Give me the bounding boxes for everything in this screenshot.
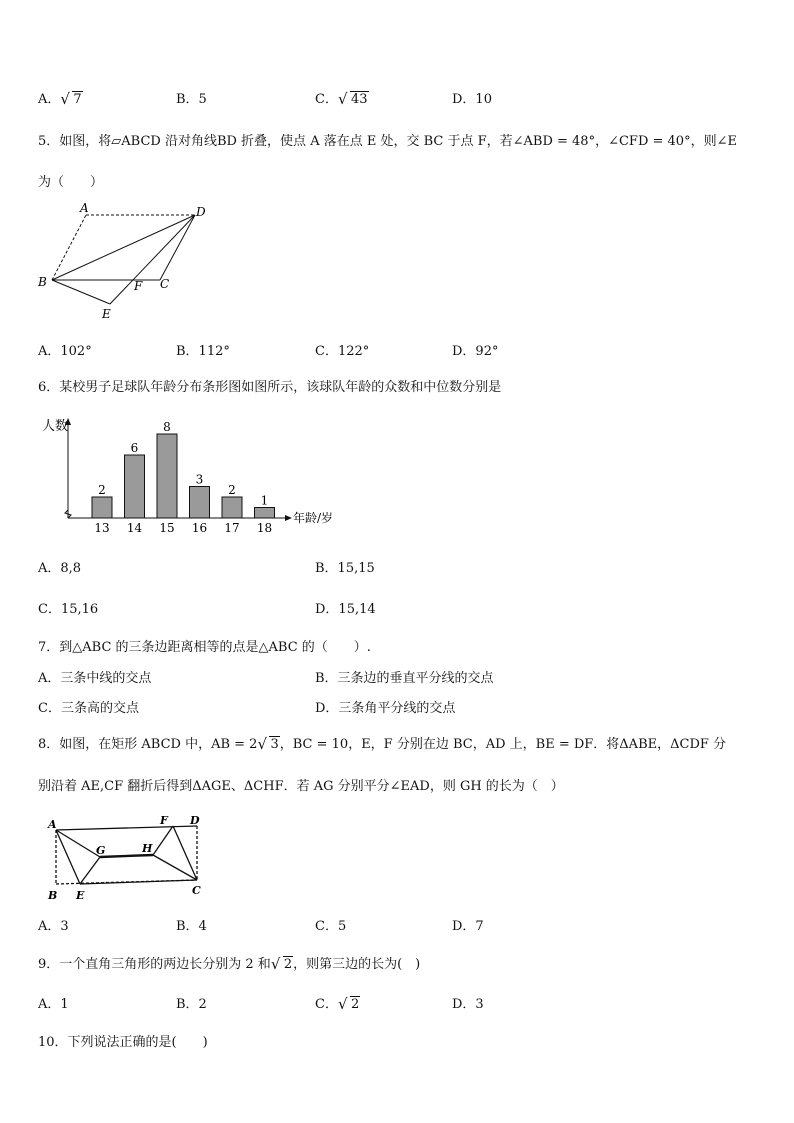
option-label: A． bbox=[38, 92, 61, 107]
sqrt: √ 7 bbox=[60, 90, 82, 108]
label-h: H bbox=[142, 842, 153, 855]
x-tick-label: 15 bbox=[159, 521, 175, 535]
bar-value-label: 8 bbox=[163, 420, 171, 434]
sqrt: √ 43 bbox=[337, 90, 368, 108]
radicand: 3 bbox=[270, 737, 279, 752]
q6-option-b: B．15,15 bbox=[315, 561, 375, 576]
q7-stem: 7．到△ABC 的三条边距离相等的点是△ABC 的（ ）. bbox=[38, 640, 371, 655]
label-f: F bbox=[160, 814, 168, 827]
x-tick-label: 13 bbox=[94, 521, 110, 535]
x-axis-label: 年龄/岁 bbox=[293, 511, 334, 525]
q7-option-a: A．三条中线的交点 bbox=[38, 671, 152, 686]
bar-value-label: 2 bbox=[228, 483, 236, 497]
option-label: C． bbox=[315, 997, 338, 1012]
y-axis-label: 人数 bbox=[42, 419, 69, 434]
stem-text: 8．如图，在矩形 ABCD 中，AB = 2 bbox=[38, 737, 258, 752]
bar-value-label: 1 bbox=[260, 493, 269, 508]
label-g: G bbox=[96, 844, 106, 857]
diagonal-bd bbox=[52, 215, 195, 280]
edge-fh bbox=[153, 826, 173, 855]
q8-option-b: B．4 bbox=[176, 919, 207, 934]
edge-be bbox=[52, 280, 110, 304]
q5-stem-line2: 为（ ） bbox=[38, 175, 104, 190]
bar-17 bbox=[222, 497, 242, 518]
bar-value-label: 2 bbox=[98, 483, 106, 497]
label-c: C bbox=[160, 277, 170, 291]
bar-16 bbox=[190, 487, 210, 519]
q5-option-d: D．92° bbox=[452, 344, 499, 359]
edge-ec bbox=[80, 880, 197, 884]
radicand: 43 bbox=[350, 92, 368, 107]
q9-option-d: D．3 bbox=[452, 997, 484, 1012]
label-a: A bbox=[48, 818, 57, 831]
stem-text: ，BC = 10，E，F 分别在边 BC，AD 上，BE = DF．将ΔABE，ΔCDF 分 bbox=[279, 737, 727, 752]
q8-option-c: C．5 bbox=[315, 919, 347, 934]
q7-option-d: D．三条角平分线的交点 bbox=[315, 701, 456, 716]
q8-stem-line1 bbox=[38, 733, 726, 752]
q5-stem-line1: 5．如图，将▱ABCD 沿对角线BD 折叠，使点 A 落在点 E 处，交 BC 于点 F，若∠ABD = 48°，∠CFD = 40°，则∠E bbox=[38, 134, 737, 149]
sqrt: √ 2 bbox=[337, 995, 360, 1013]
label-c: C bbox=[192, 884, 201, 897]
bar-18 bbox=[255, 508, 275, 519]
q6-option-a: A．8,8 bbox=[38, 561, 82, 576]
edge-fc bbox=[173, 826, 197, 880]
q6-option-c: C．15,16 bbox=[38, 602, 99, 617]
q5-option-b: B．112° bbox=[176, 344, 230, 359]
label-d: D bbox=[196, 205, 206, 219]
q7-option-c: C．三条高的交点 bbox=[38, 701, 139, 716]
q4-option-c bbox=[315, 88, 369, 107]
stem-text: ，则第三边的长为( ) bbox=[293, 957, 421, 972]
label-b: B bbox=[48, 889, 58, 902]
sqrt: √ 2 bbox=[270, 955, 293, 973]
stem-text: 9．一个直角三角形的两边长分别为 2 和 bbox=[38, 957, 271, 972]
q6-option-d: D．15,14 bbox=[315, 602, 376, 617]
bar-value-label: 3 bbox=[195, 472, 204, 487]
edge-hc bbox=[153, 855, 197, 880]
label-f: F bbox=[134, 279, 143, 293]
bar-14 bbox=[125, 455, 145, 518]
q5-option-a: A．102° bbox=[38, 344, 92, 359]
q6-bar-chart bbox=[38, 410, 348, 538]
radicand: 2 bbox=[350, 997, 360, 1012]
edge-ad bbox=[56, 826, 197, 830]
q9-option-b: B．2 bbox=[176, 997, 207, 1012]
q4-option-d: D．10 bbox=[452, 92, 492, 107]
q9-option-a: A．1 bbox=[38, 997, 69, 1012]
radicand: 7 bbox=[73, 92, 82, 107]
q8-figure bbox=[42, 810, 212, 905]
radicand: 2 bbox=[283, 957, 293, 972]
label-e: E bbox=[102, 307, 111, 321]
q6-stem: 6．某校男子足球队年龄分布条形图如图所示，该球队年龄的众数和中位数分别是 bbox=[38, 380, 502, 395]
q9-option-c bbox=[315, 993, 360, 1012]
x-tick-label: 17 bbox=[224, 521, 240, 535]
segment-gh bbox=[100, 855, 153, 857]
q8-option-d: D．7 bbox=[452, 919, 484, 934]
q4-option-a bbox=[38, 88, 83, 107]
label-d: D bbox=[190, 814, 200, 827]
x-tick-label: 14 bbox=[126, 521, 143, 535]
q7-option-b: B．三条边的垂直平分线的交点 bbox=[315, 671, 494, 686]
q4-option-b: B．5 bbox=[176, 92, 207, 107]
sqrt: √ 3 bbox=[257, 735, 279, 753]
edge-cd bbox=[160, 215, 195, 280]
x-tick-label: 16 bbox=[191, 521, 208, 535]
option-label: C． bbox=[315, 92, 338, 107]
x-tick-label: 18 bbox=[256, 521, 273, 535]
bar-13 bbox=[92, 497, 112, 518]
edge-ge bbox=[80, 857, 100, 884]
label-e: E bbox=[76, 889, 85, 902]
label-b: B bbox=[38, 275, 47, 289]
q8-option-a: A．3 bbox=[38, 919, 69, 934]
edge-ed bbox=[110, 215, 195, 304]
x-axis-arrow bbox=[285, 515, 292, 521]
bar-value-label: 6 bbox=[130, 441, 139, 455]
bar-15 bbox=[157, 434, 177, 518]
q5-option-c: C．122° bbox=[315, 344, 370, 359]
q5-figure bbox=[30, 198, 220, 323]
q10-stem: 10．下列说法正确的是( ) bbox=[38, 1035, 208, 1050]
edge-ba bbox=[52, 215, 86, 280]
q8-stem-line2: 别沿着 AE,CF 翻折后得到ΔAGE、ΔCHF．若 AG 分别平分∠EAD，则 GH 的长为（ ） bbox=[38, 779, 564, 794]
label-a: A bbox=[80, 201, 89, 215]
q9-stem bbox=[38, 953, 420, 972]
